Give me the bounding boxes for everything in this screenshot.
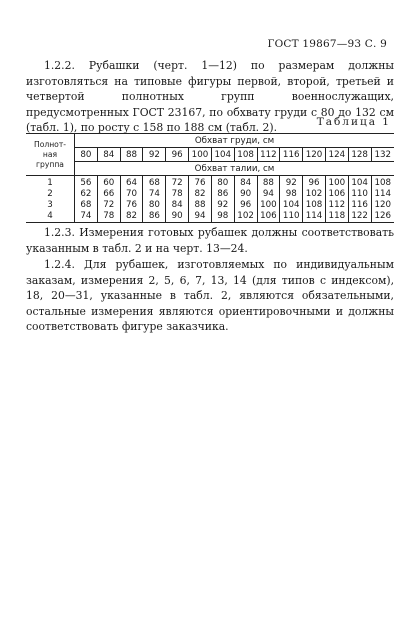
waist-value-cell: 78 [97,211,120,223]
table-header-row [26,134,394,148]
waist-value-cell: 108 [371,176,394,190]
chest-size-cell: 104 [211,148,234,162]
group-cell: 2 [47,189,53,199]
waist-value-cell: 126 [371,211,394,223]
size-table [26,133,394,223]
waist-value-cell: 72 [166,176,189,190]
paragraph-1-2-4 [26,257,394,335]
waist-value-cell: 98 [211,211,234,223]
waist-value-cell: 86 [211,189,234,200]
chest-size-cell: 128 [348,148,371,162]
waist-value-cell: 104 [280,200,303,211]
waist-value-cell: 56 [75,176,98,190]
waist-header-row [26,162,394,176]
group-cell: 1 [47,178,53,188]
waist-value-cell: 110 [280,211,303,223]
waist-value-cell: 82 [120,211,143,223]
waist-value-cell: 76 [120,200,143,211]
waist-value-cell: 86 [143,211,166,223]
paragraph-1-2-3 [26,225,394,256]
waist-value-cell: 74 [75,211,98,223]
waist-value-cell: 120 [371,200,394,211]
chest-size-cell: 116 [280,148,303,162]
chest-size-cell: 100 [189,148,212,162]
waist-value-cell: 66 [97,189,120,200]
waist-value-cell: 84 [166,200,189,211]
waist-value-cell: 100 [325,176,348,190]
group-column-header: Полнот- ная группа [26,134,75,176]
waist-value-cell: 96 [234,200,257,211]
waist-value-cell: 82 [189,189,212,200]
waist-value-cell: 116 [348,200,371,211]
waist-value-cell: 80 [143,200,166,211]
chest-header: Обхват груди, см [75,134,395,148]
waist-value-cell: 62 [75,189,98,200]
waist-value-cell: 72 [97,200,120,211]
chest-size-cell: 108 [234,148,257,162]
waist-value-cell: 68 [75,200,98,211]
waist-value-cell: 74 [143,189,166,200]
table-row [26,189,394,200]
paragraph-text: 1.2.2. Рубашки (черт. 1—12) по размерам должны изготовляться на типовые фигуры первой, второй, третьей и четвертой полнотных групп военнослужащих, предусмотренных ГОСТ 23167, по обхвату груди с 80 до 132 см (табл. 1), по росту с 158 по 188 см (табл. 2). [26,59,394,134]
group-cell: 3 [47,200,53,210]
waist-value-cell: 100 [257,200,280,211]
chest-size-cell: 88 [120,148,143,162]
waist-value-cell: 114 [303,211,326,223]
waist-value-cell: 88 [189,200,212,211]
waist-value-cell: 60 [97,176,120,190]
waist-value-cell: 76 [189,176,212,190]
waist-value-cell: 102 [303,189,326,200]
chest-size-cell: 80 [75,148,98,162]
waist-value-cell: 104 [348,176,371,190]
group-cell: 4 [26,211,75,223]
chest-size-cell: 120 [303,148,326,162]
waist-value-cell: 98 [280,189,303,200]
table-row [26,176,394,190]
waist-value-cell: 106 [325,189,348,200]
chest-size-cell: 124 [325,148,348,162]
table-caption: Таблица 1 [316,116,391,128]
waist-value-cell: 94 [189,211,212,223]
page-header: ГОСТ 19867—93 С. 9 [267,38,387,50]
waist-value-cell: 84 [234,176,257,190]
waist-value-cell: 92 [280,176,303,190]
waist-header: Обхват талии, см [75,162,395,176]
waist-value-cell: 114 [371,189,394,200]
table-row [26,200,394,211]
waist-value-cell: 122 [348,211,371,223]
waist-value-cell: 80 [211,176,234,190]
waist-value-cell: 118 [325,211,348,223]
waist-value-cell: 94 [257,189,280,200]
waist-value-cell: 78 [166,189,189,200]
chest-size-cell: 84 [97,148,120,162]
waist-value-cell: 90 [234,189,257,200]
chest-size-cell: 96 [166,148,189,162]
waist-value-cell: 110 [348,189,371,200]
waist-value-cell: 90 [166,211,189,223]
waist-value-cell: 92 [211,200,234,211]
waist-value-cell: 68 [143,176,166,190]
waist-value-cell: 96 [303,176,326,190]
chest-values-row [26,148,394,162]
waist-value-cell: 70 [120,189,143,200]
chest-size-cell: 132 [371,148,394,162]
waist-value-cell: 106 [257,211,280,223]
waist-value-cell: 64 [120,176,143,190]
chest-size-cell: 112 [257,148,280,162]
waist-value-cell: 102 [234,211,257,223]
waist-value-cell: 108 [303,200,326,211]
chest-size-cell: 92 [143,148,166,162]
waist-value-cell: 112 [325,200,348,211]
paragraph-text: 1.2.4. Для рубашек, изготовляемых по индивидуальным заказам, измерения 2, 5, 6, 7, 13, 14 (для типов с индексом), 18, 20—31, указанные в табл. 2, являются обязательными, остальные измерения являются ориентировочными и должны соответствовать фигуре заказчика. [26,258,394,333]
paragraph-text: 1.2.3. Измерения готовых рубашек должны соответствовать указанным в табл. 2 и на черт. 13—24. [26,226,394,255]
waist-value-cell: 88 [257,176,280,190]
table-row [26,211,394,223]
